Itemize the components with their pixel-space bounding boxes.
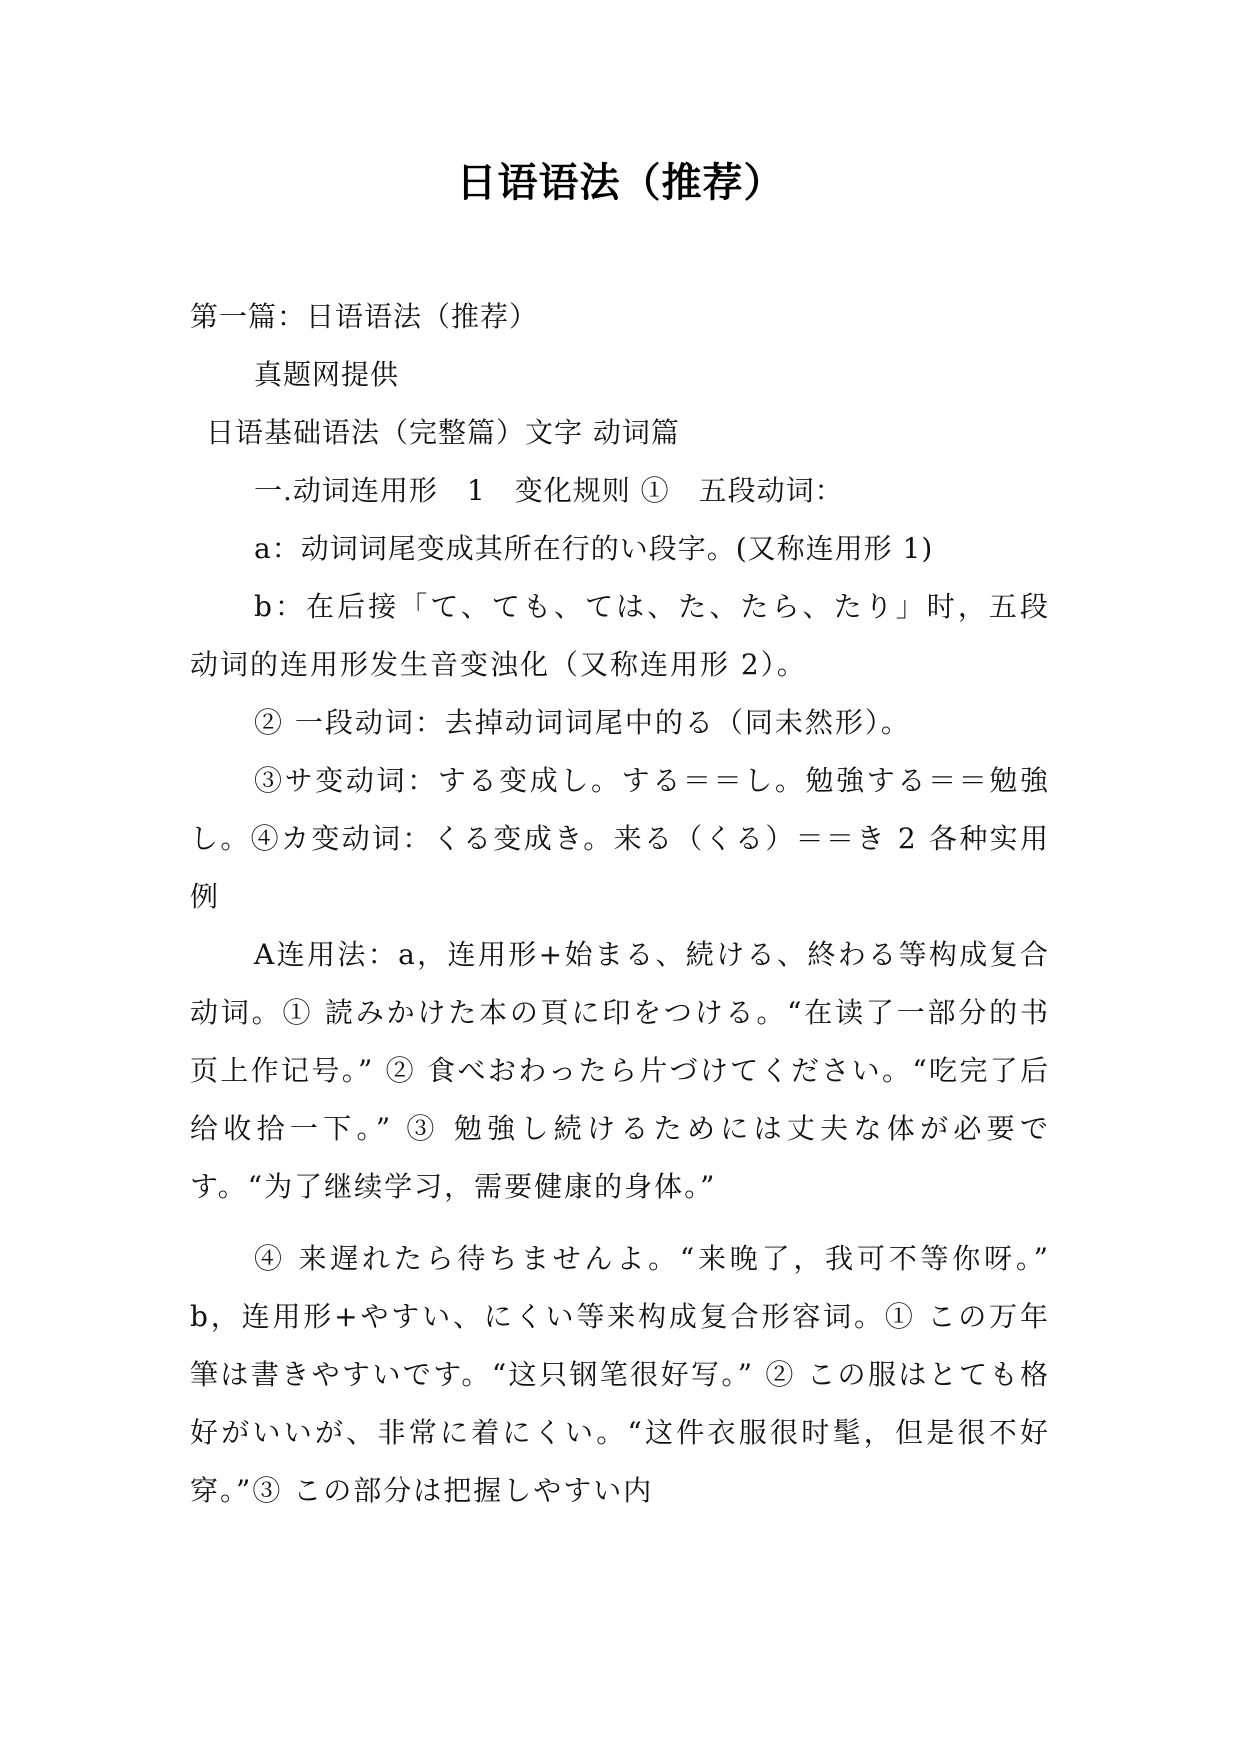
paragraph-renyou-a: A连用法：a，连用形+始まる、続ける、終わる等构成复合动词。① 読みかけた本の頁に印をつける。“在读了一部分的书页上作记号。” ② 食べおわったら片づけてください。“吃完了后给收拾一下。” ③ 勉強し続けるためには丈夫な体が必要です。“为了继续学习，需要健康的身体。” xyxy=(190,938,1050,1203)
rule-a: a：动词词尾变成其所在行的い段字。(又称连用形 1) xyxy=(254,532,934,565)
paragraph-b: b：在后接「て、ても、ては、た、たら、たり」时，五段动词的连用形发生音变浊化（又称连用形 2）。 xyxy=(190,590,1050,681)
section-heading: 第一篇：日语语法（推荐） xyxy=(190,300,539,333)
paragraph-ichidan: ② 一段动词：去掉动词词尾中的る（同未然形）。 xyxy=(254,706,911,739)
document-body xyxy=(190,288,1050,1520)
paragraph-renyou-b: ④ 来遅れたら待ちませんよ。“来晚了，我可不等你呀。” b，连用形+やすい、にくい等来构成复合形容词。① この万年筆は書きやすいです。“这只钢笔很好写。” ② この服はとても格好がいいが、非常に着にくい。“这件衣服很时髦，但是很不好穿。”③ この部分は把握しやすい内 xyxy=(190,1242,1050,1507)
subtitle-line: 日语基础语法（完整篇）文字 动词篇 xyxy=(206,416,680,449)
source-line: 真题网提供 xyxy=(254,358,400,391)
rule-heading: 一.动词连用形 1 变化规则 ① 五段动词： xyxy=(254,474,844,507)
document-title: 日语语法（推荐） xyxy=(456,159,785,206)
paragraph-sahen-kahen: ③サ变动词：する变成し。する＝＝し。勉強する＝＝勉強し。④カ变动词：くる变成き。来る（くる）＝＝き 2 各种实用例 xyxy=(190,764,1050,913)
